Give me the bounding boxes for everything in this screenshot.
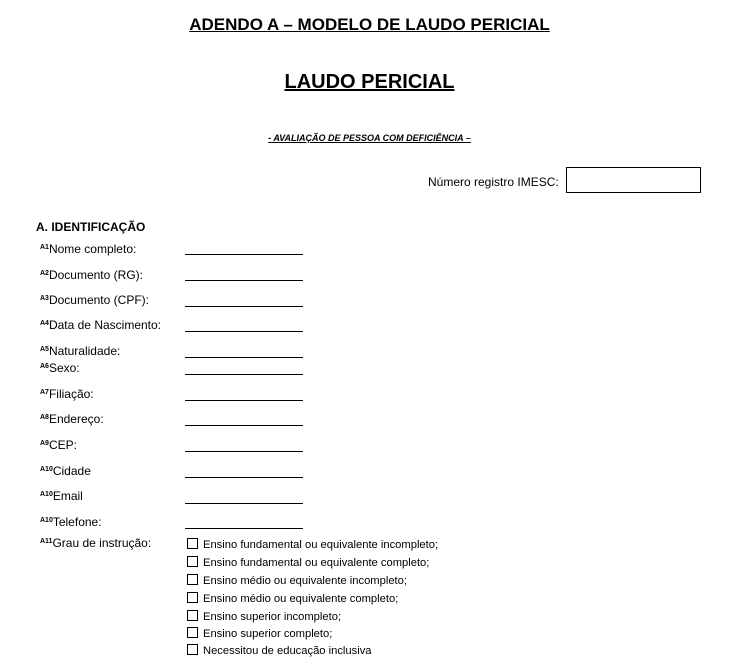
field-label-cidade bbox=[40, 464, 91, 478]
field-line-documento-cpf[interactable] bbox=[185, 306, 303, 307]
field-line-data-nascimento[interactable] bbox=[185, 331, 303, 332]
field-line-cidade[interactable] bbox=[185, 477, 303, 478]
field-label-text: Filiação: bbox=[48, 387, 94, 401]
field-label-telefone bbox=[40, 515, 102, 529]
grau-option-superior-incompleto[interactable] bbox=[187, 610, 341, 623]
field-label-documento-cpf bbox=[40, 293, 149, 307]
checkbox[interactable] bbox=[187, 574, 198, 585]
field-label-sexo bbox=[40, 361, 80, 375]
option-label: Ensino médio ou equivalente completo; bbox=[203, 593, 399, 605]
field-line-cep[interactable] bbox=[185, 451, 303, 452]
field-code: A10 bbox=[40, 491, 53, 498]
field-label-email bbox=[40, 489, 83, 503]
field-line-endereco[interactable] bbox=[185, 425, 303, 426]
field-label-text: Naturalidade: bbox=[48, 344, 121, 358]
field-line-sexo[interactable] bbox=[185, 374, 303, 375]
field-code: A7 bbox=[40, 389, 49, 396]
field-code: A9 bbox=[40, 440, 49, 447]
field-code: A1 bbox=[40, 244, 49, 251]
field-label-grau-instrucao bbox=[40, 536, 151, 550]
field-label-data-nascimento bbox=[40, 318, 161, 332]
field-line-telefone[interactable] bbox=[185, 528, 303, 529]
field-label-text: Data de Nascimento: bbox=[48, 318, 162, 332]
checkbox[interactable] bbox=[187, 627, 198, 638]
option-label: Necessitou de educação inclusiva bbox=[203, 645, 372, 657]
field-label-naturalidade bbox=[40, 344, 120, 358]
checkbox[interactable] bbox=[187, 556, 198, 567]
field-code: A11 bbox=[40, 538, 53, 545]
field-code: A5 bbox=[40, 346, 49, 353]
grau-option-medio-completo[interactable] bbox=[187, 592, 398, 605]
field-label-documento-rg bbox=[40, 268, 143, 282]
field-label-text: Sexo: bbox=[48, 361, 80, 375]
field-label-text: Grau de instrução: bbox=[52, 536, 152, 550]
field-line-nome-completo[interactable] bbox=[185, 254, 303, 255]
field-label-text: Cidade bbox=[52, 464, 91, 478]
registro-imesc-field[interactable] bbox=[566, 167, 701, 193]
option-label: Ensino fundamental ou equivalente incompleto; bbox=[203, 539, 439, 551]
grau-option-educacao-inclusiva[interactable] bbox=[187, 644, 372, 657]
option-label: Ensino superior incompleto; bbox=[203, 611, 342, 623]
field-code: A6 bbox=[40, 363, 49, 370]
section-identificacao-heading: A. IDENTIFICAÇÃO bbox=[36, 220, 146, 234]
field-label-text: Documento (RG): bbox=[48, 268, 143, 282]
field-line-filiacao[interactable] bbox=[185, 400, 303, 401]
field-code: A10 bbox=[40, 466, 53, 473]
field-label-nome-completo bbox=[40, 242, 136, 256]
field-label-text: Telefone: bbox=[52, 515, 102, 529]
field-label-text: Endereço: bbox=[48, 412, 104, 426]
checkbox[interactable] bbox=[187, 610, 198, 621]
document-title: ADENDO A – MODELO DE LAUDO PERICIAL bbox=[189, 15, 550, 34]
checkbox[interactable] bbox=[187, 644, 198, 655]
field-label-text: Nome completo: bbox=[48, 242, 137, 256]
field-code: A8 bbox=[40, 414, 49, 421]
field-code: A4 bbox=[40, 320, 49, 327]
field-label-text: Email bbox=[52, 489, 83, 503]
document-subtitle-small: - AVALIAÇÃO DE PESSOA COM DEFICIÊNCIA – bbox=[268, 133, 471, 143]
field-label-filiacao bbox=[40, 387, 94, 401]
field-label-text: Documento (CPF): bbox=[48, 293, 149, 307]
registro-imesc-label: Número registro IMESC: bbox=[428, 175, 559, 189]
field-line-documento-rg[interactable] bbox=[185, 280, 303, 281]
document-subtitle-main: LAUDO PERICIAL bbox=[284, 71, 455, 93]
option-label: Ensino superior completo; bbox=[203, 628, 333, 640]
field-label-endereco bbox=[40, 412, 104, 426]
field-line-email[interactable] bbox=[185, 503, 303, 504]
field-code: A10 bbox=[40, 517, 53, 524]
field-code: A3 bbox=[40, 295, 49, 302]
field-label-text: CEP: bbox=[48, 438, 77, 452]
grau-option-fundamental-incompleto[interactable] bbox=[187, 538, 438, 551]
grau-option-fundamental-completo[interactable] bbox=[187, 556, 429, 569]
grau-option-superior-completo[interactable] bbox=[187, 627, 332, 640]
grau-option-medio-incompleto[interactable] bbox=[187, 574, 407, 587]
field-label-cep bbox=[40, 438, 77, 452]
field-line-naturalidade[interactable] bbox=[185, 357, 303, 358]
checkbox[interactable] bbox=[187, 538, 198, 549]
option-label: Ensino fundamental ou equivalente completo; bbox=[203, 557, 430, 569]
field-code: A2 bbox=[40, 270, 49, 277]
option-label: Ensino médio ou equivalente incompleto; bbox=[203, 575, 407, 587]
checkbox[interactable] bbox=[187, 592, 198, 603]
